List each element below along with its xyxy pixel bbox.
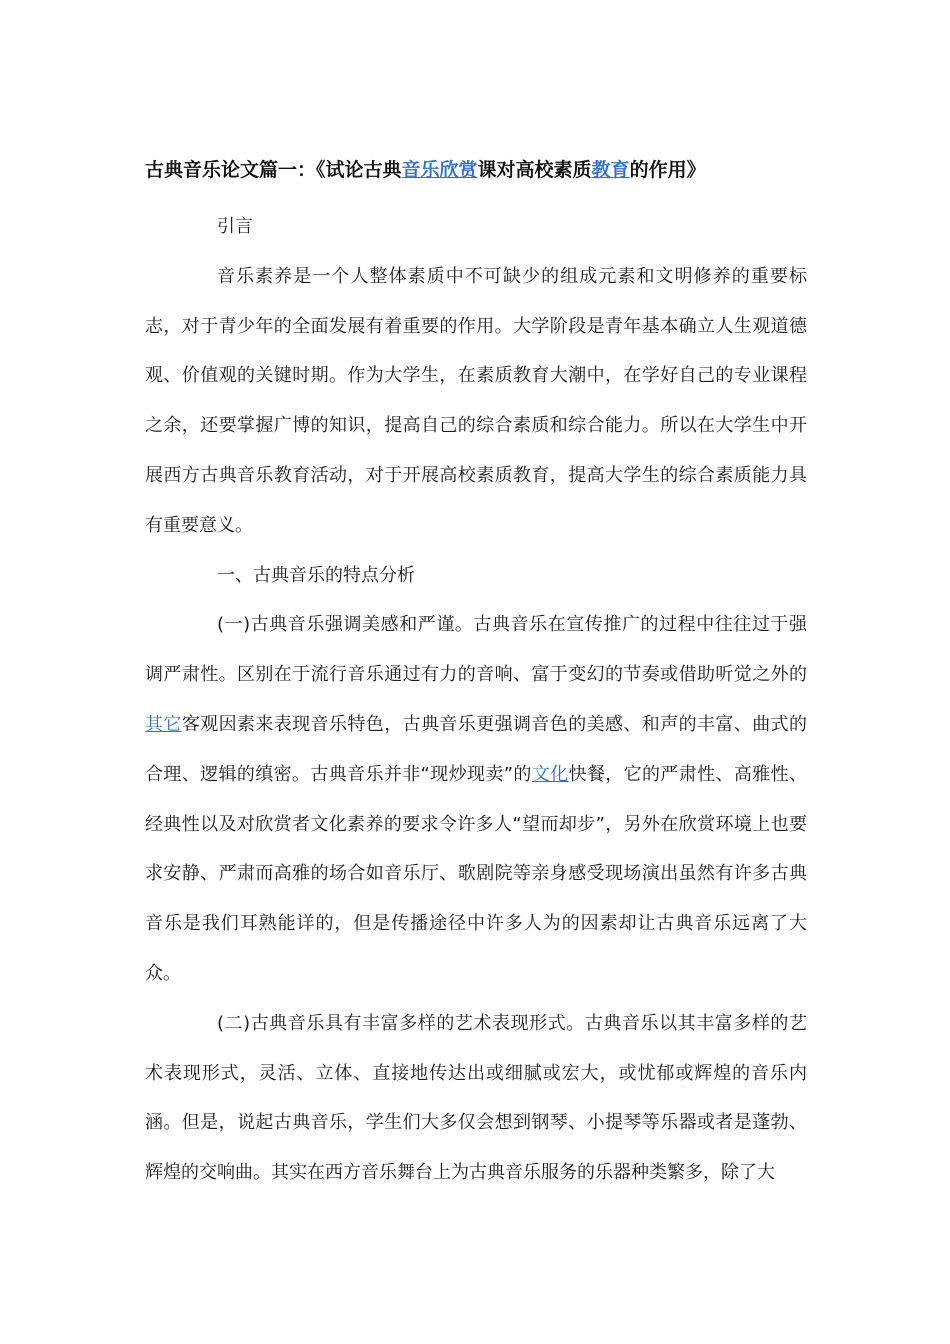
link-music-appreciation[interactable]: 音乐欣赏 (401, 159, 478, 181)
link-other[interactable]: 其它 (145, 713, 182, 735)
paragraph-text-part2: 客观因素来表现音乐特色，古典音乐更强调音色的美感、和声的丰富、曲式的合理、逻辑的缜密。古典音乐并非“现炒现卖”的 (145, 713, 808, 785)
document-body (145, 202, 807, 1198)
paragraph-text-part1: (一)古典音乐强调美感和严谨。古典音乐在宣传推广的过程中往往过于强调严肃性。区别在于流行音乐通过有力的音响、富于变幻的节奏或借助听觉之外的 (145, 614, 807, 686)
title-text-part3: 的作用》 (629, 159, 706, 181)
paragraph-intro: 音乐素养是一个人整体素质中不可缺少的组成元素和文明修养的重要标志，对于青少年的全面发展有着重要的作用。大学阶段是青年基本确立人生观道德观、价值观的关键时期。作为大学生，在素质教育大潮中，在学好自己的专业课程之余，还要掌握广博的知识，提高自己的综合素质和综合能力。所以在大学生中开展西方古典音乐教育活动，对于开展高校素质教育，提高大学生的综合素质能力具有重要意义。 (145, 265, 807, 536)
paragraph-section1-point1 (145, 600, 807, 998)
title-text-part2: 课对高校素质 (477, 159, 592, 181)
section-heading-1: 一、古典音乐的特点分析 (217, 564, 415, 586)
intro-heading: 引言 (217, 216, 253, 237)
paragraph-section1-point2: (二)古典音乐具有丰富多样的艺术表现形式。古典音乐以其丰富多样的艺术表现形式，灵活、立体、直接地传达出或细腻或宏大，或忧郁或辉煌的音乐内涵。但是，说起古典音乐，学生们大多仅会想到钢琴、小提琴等乐器或者是蓬勃、辉煌的交响曲。其实在西方音乐舞台上为古典音乐服务的乐器种类繁多，除了大 (145, 1012, 807, 1184)
link-education[interactable]: 教育 (591, 159, 630, 181)
title-text-part1: 古典音乐论文篇一：《试论古典 (145, 159, 402, 181)
paper-title (145, 154, 845, 186)
paragraph-text-part3: 快餐，它的严肃性、高雅性、经典性以及对欣赏者文化素养的要求令许多人“望而却步”，另外在欣赏环境上也要求安静、严肃而高雅的场合如音乐厅、歌剧院等亲身感受现场演出虽然有许多古典音乐是我们耳熟能详的，但是传播途径中许多人为的因素却让古典音乐远离了大众。 (145, 763, 808, 984)
link-culture[interactable]: 文化 (531, 763, 569, 785)
